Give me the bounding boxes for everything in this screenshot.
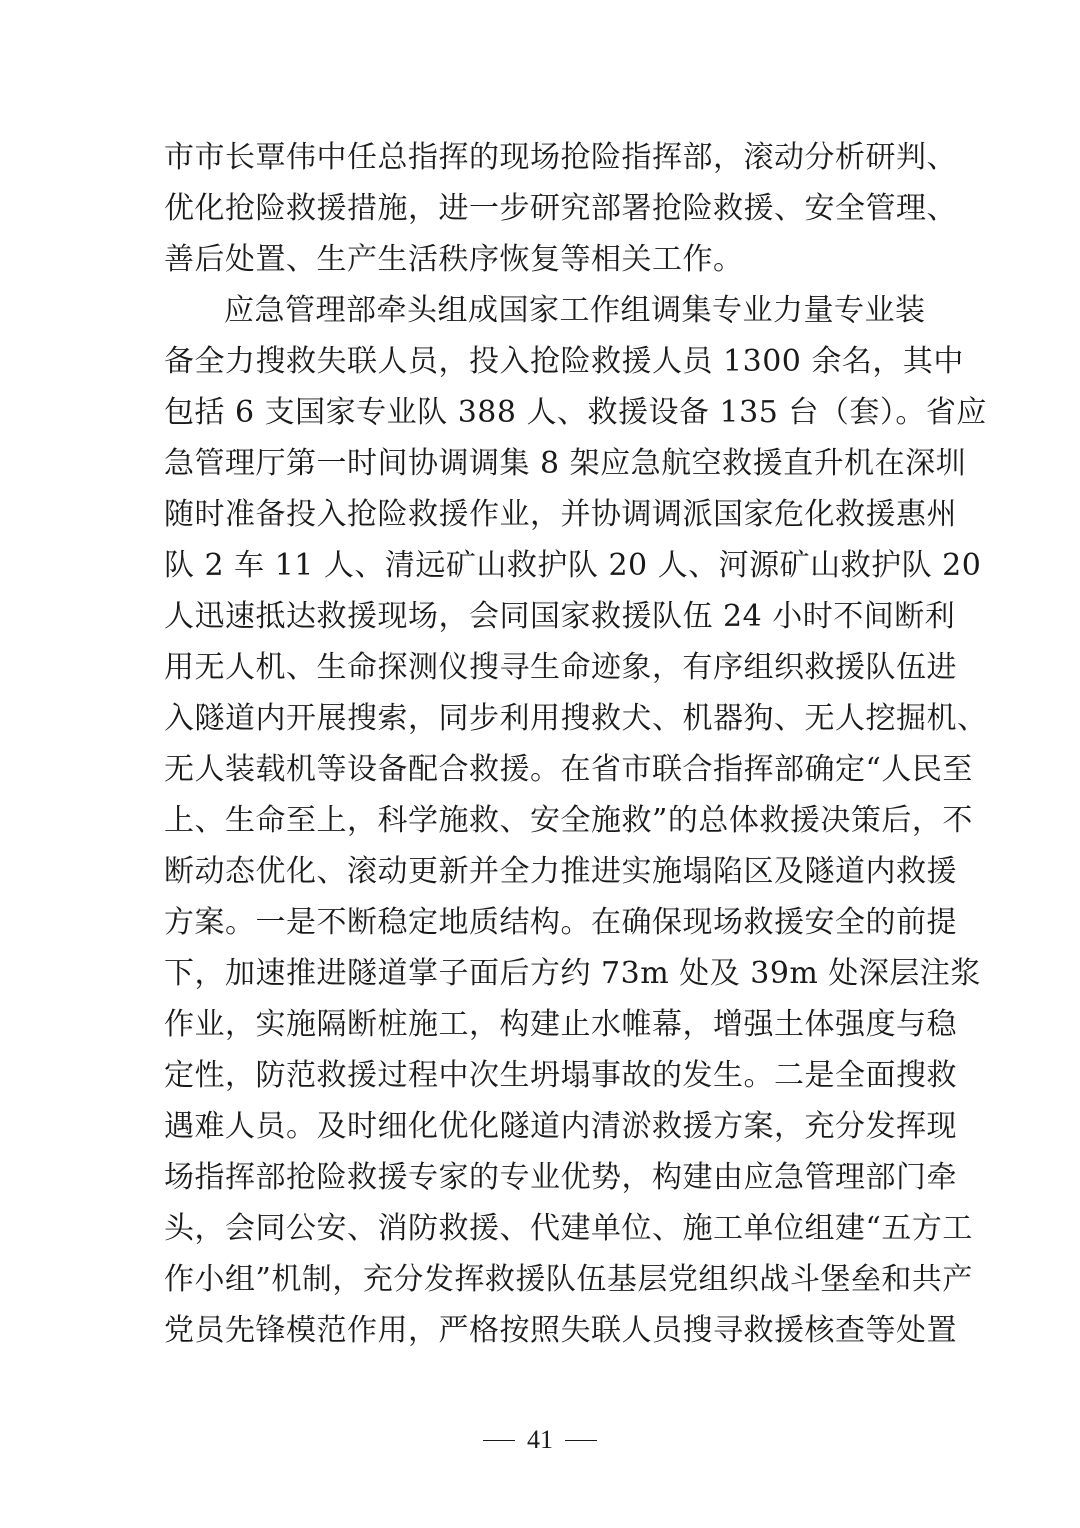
text-line: 备全力搜救失联人员，投入抢险救援人员 1300 余名，其中 (164, 344, 964, 379)
text-line: 入隧道内开展搜索，同步利用搜救犬、机器狗、无人挖掘机、 (164, 701, 988, 736)
text-line: 市市长覃伟中任总指挥的现场抢险指挥部，滚动分析研判、 (164, 140, 957, 175)
text-line: 急管理厅第一时间协调调集 8 架应急航空救援直升机在深圳 (164, 446, 967, 481)
footer-dash-right (565, 1440, 597, 1441)
text-line: 无人装载机等设备配合救援。在省市联合指挥部确定“人民至 (164, 752, 973, 787)
text-line: 人迅速抵达救援现场，会同国家救援队伍 24 小时不间断利 (164, 599, 956, 634)
text-line: 善后处置、生产生活秩序恢复等相关工作。 (164, 242, 744, 277)
text-line: 头，会同公安、消防救援、代建单位、施工单位组建“五方工 (164, 1211, 973, 1246)
text-line: 上、生命至上，科学施救、安全施救”的总体救援决策后，不 (164, 803, 973, 838)
text-line: 随时准备投入抢险救援作业，并协调调派国家危化救援惠州 (164, 497, 957, 532)
text-line: 作小组”机制，充分发挥救援队伍基层党组织战斗堡垒和共产 (164, 1262, 973, 1297)
text-line: 定性，防范救援过程中次生坍塌事故的发生。二是全面搜救 (164, 1058, 957, 1093)
paragraph-first-line: 应急管理部牵头组成国家工作组调集专业力量专业装 (224, 293, 926, 328)
page-number: 41 (527, 1425, 553, 1455)
text-line: 下，加速推进隧道掌子面后方约 73m 处及 39m 处深层注浆 (164, 956, 981, 991)
footer-dash-left (483, 1440, 515, 1441)
text-line: 包括 6 支国家专业队 388 人、救援设备 135 台（套）。省应 (164, 395, 987, 430)
text-line: 用无人机、生命探测仪搜寻生命迹象，有序组织救援队伍进 (164, 650, 957, 685)
text-line: 方案。一是不断稳定地质结构。在确保现场救援安全的前提 (164, 905, 957, 940)
text-line: 场指挥部抢险救援专家的专业优势，构建由应急管理部门牵 (164, 1160, 957, 1195)
text-line: 作业，实施隔断桩施工，构建止水帷幕，增强土体强度与稳 (164, 1007, 957, 1042)
text-line: 优化抢险救援措施，进一步研究部署抢险救援、安全管理、 (164, 191, 957, 226)
text-line: 遇难人员。及时细化优化隧道内清淤救援方案，充分发挥现 (164, 1109, 957, 1144)
body-text (164, 132, 988, 1356)
page-footer (0, 1418, 1080, 1460)
text-line: 断动态优化、滚动更新并全力推进实施塌陷区及隧道内救援 (164, 854, 957, 889)
text-line: 队 2 车 11 人、清远矿山救护队 20 人、河源矿山救护队 20 (164, 548, 982, 583)
text-line: 党员先锋模范作用，严格按照失联人员搜寻救援核查等处置 (164, 1313, 957, 1348)
